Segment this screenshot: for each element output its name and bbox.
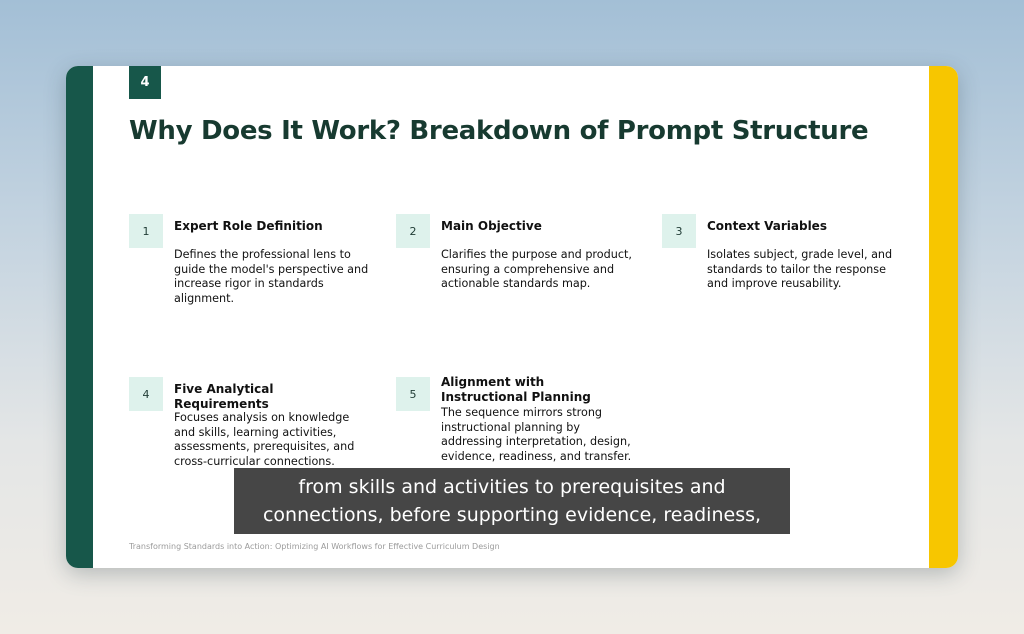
item-title: Alignment with Instructional Planning (441, 375, 591, 404)
item-title: Main Objective (441, 219, 542, 233)
item-title: Context Variables (707, 219, 827, 233)
page-number-badge: 4 (129, 66, 161, 99)
right-accent-bar (929, 66, 958, 568)
item-number-badge: 5 (396, 377, 430, 411)
item-number-badge: 1 (129, 214, 163, 248)
item-number-badge: 3 (662, 214, 696, 248)
item-description: Focuses analysis on knowledge and skills, learning activities, assessments, prerequisites, and cross-curricular connections. (174, 411, 355, 468)
item-description: Defines the professional lens to guide the model's perspective and increase rigor in standards alignment. (174, 248, 369, 305)
item-number-badge: 2 (396, 214, 430, 248)
slide-footer: Transforming Standards into Action: Optimizing AI Workflows for Effective Curriculum Design (129, 542, 500, 551)
left-accent-bar (66, 66, 93, 568)
item-description: The sequence mirrors strong instructional planning by addressing interpretation, design, evidence, readiness, and transfer. (441, 406, 632, 463)
item-title: Five Analytical Requirements (174, 382, 274, 411)
item-title: Expert Role Definition (174, 219, 323, 233)
item-description: Clarifies the purpose and product, ensuring a comprehensive and actionable standards map. (441, 248, 632, 290)
item-description: Isolates subject, grade level, and standards to tailor the response and improve reusability. (707, 248, 893, 290)
video-caption (234, 468, 790, 534)
item-number-badge: 4 (129, 377, 163, 411)
caption-line: from skills and activities to prerequisites and (298, 476, 726, 498)
slide-title: Why Does It Work? Breakdown of Prompt Structure (129, 116, 869, 146)
caption-line: connections, before supporting evidence, readiness, (262, 504, 762, 526)
